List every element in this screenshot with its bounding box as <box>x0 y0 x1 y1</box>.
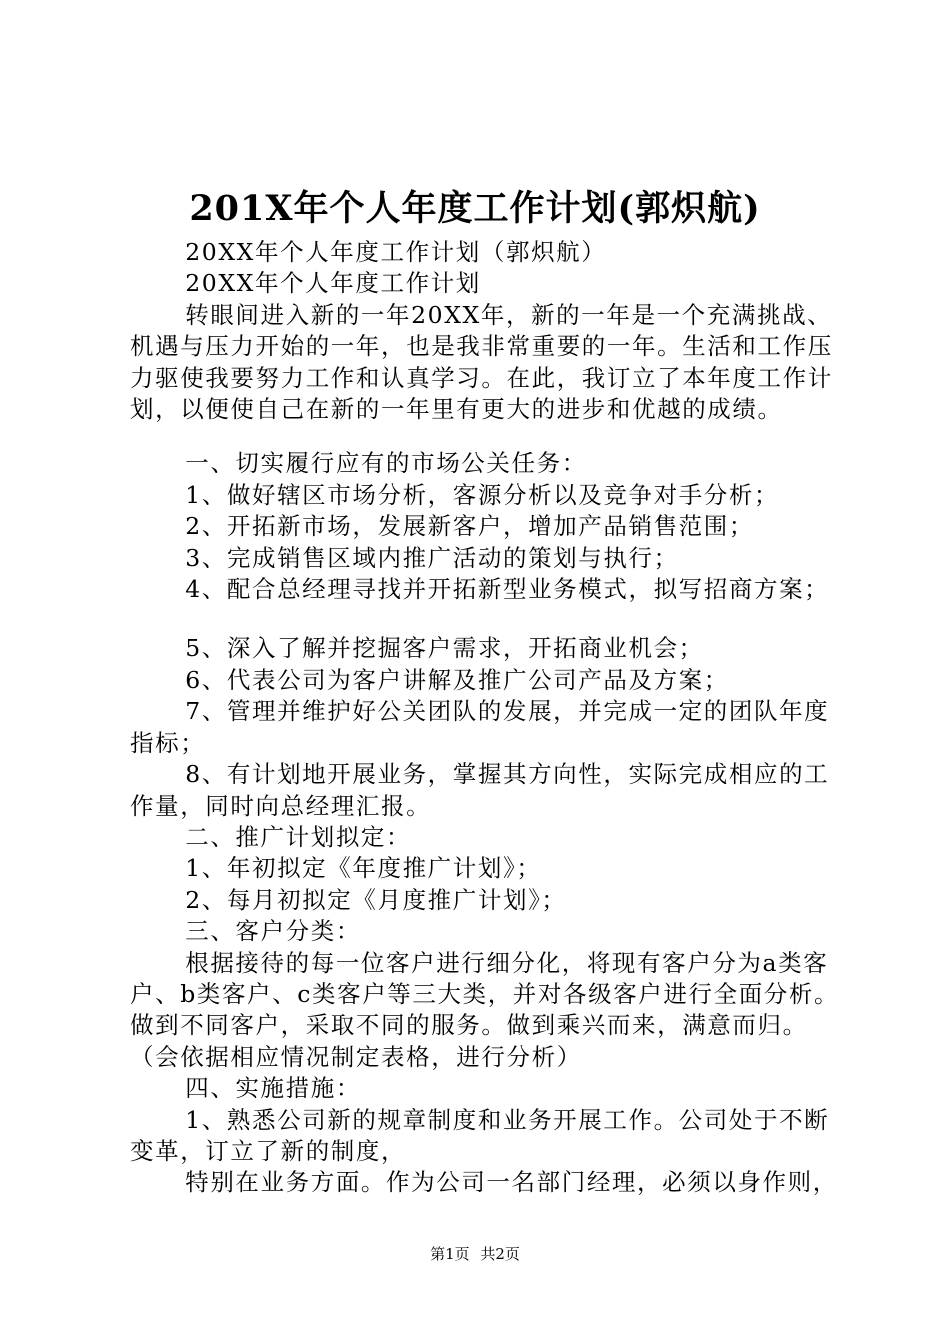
list-item: 4、配合总经理寻找并开拓新型业务模式，拟写招商方案； <box>185 575 830 604</box>
list-item: 6、代表公司为客户讲解及推广公司产品及方案； <box>185 665 729 694</box>
list-item: 7、管理并维护好公关团队的发展，并完成一定的团队年度指标； <box>130 697 830 757</box>
list-item: 5、深入了解并挖掘客户需求，开拓商业机会； <box>185 634 704 663</box>
list-item: 3、完成销售区域内推广活动的策划与执行； <box>185 543 679 572</box>
section-heading-1: 一、切实履行应有的市场公关任务： <box>185 449 587 478</box>
list-item: 1、做好辖区市场分析，客源分析以及竞争对手分析； <box>185 480 780 509</box>
page-number: 第1页 <box>430 1245 470 1263</box>
page-footer <box>0 1244 950 1264</box>
paragraph-customer-classification: 根据接待的每一位客户进行细分化，将现有客户分为a类客户、b类客户、c类客户等三大类，并对各级客户进行全面分析。做到不同客户，采取不同的服务。做到乘兴而来，满意而归。（会依据相应情况制定表格，进行分析） <box>130 948 840 1071</box>
list-item: 2、开拓新市场，发展新客户，增加产品销售范围； <box>185 512 754 541</box>
list-item: 1、年初拟定《年度推广计划》； <box>185 854 542 883</box>
paragraph-intro: 转眼间进入新的一年20XX年，新的一年是一个充满挑战、机遇与压力开始的一年，也是我非常重要的一年。生活和工作压力驱使我要努力工作和认真学习。在此，我订立了本年度工作计划，以便使自己在新的一年里有更大的进步和优越的成绩。 <box>130 300 833 424</box>
page-total: 共2页 <box>480 1245 520 1263</box>
list-item: 2、每月初拟定《月度推广计划》； <box>185 885 567 914</box>
section-heading-4: 四、实施措施： <box>185 1074 361 1103</box>
list-item: 8、有计划地开展业务，掌握其方向性，实际完成相应的工作量，同时向总经理汇报。 <box>130 760 830 820</box>
paragraph-heading: 20XX年个人年度工作计划 <box>185 269 481 298</box>
section-heading-2: 二、推广计划拟定： <box>185 822 412 851</box>
paragraph-continuation: 特别在业务方面。作为公司一名部门经理，必须以身作则， <box>185 1168 838 1197</box>
list-item: 1、熟悉公司新的规章制度和业务开展工作。公司处于不断变革，订立了新的制度， <box>130 1105 830 1165</box>
section-heading-3: 三、客户分类： <box>185 917 361 946</box>
document-title: 201X年个人年度工作计划(郭炽航) <box>189 188 761 229</box>
document-body <box>130 237 840 1199</box>
paragraph-subtitle: 20XX年个人年度工作计划（郭炽航） <box>185 238 607 266</box>
